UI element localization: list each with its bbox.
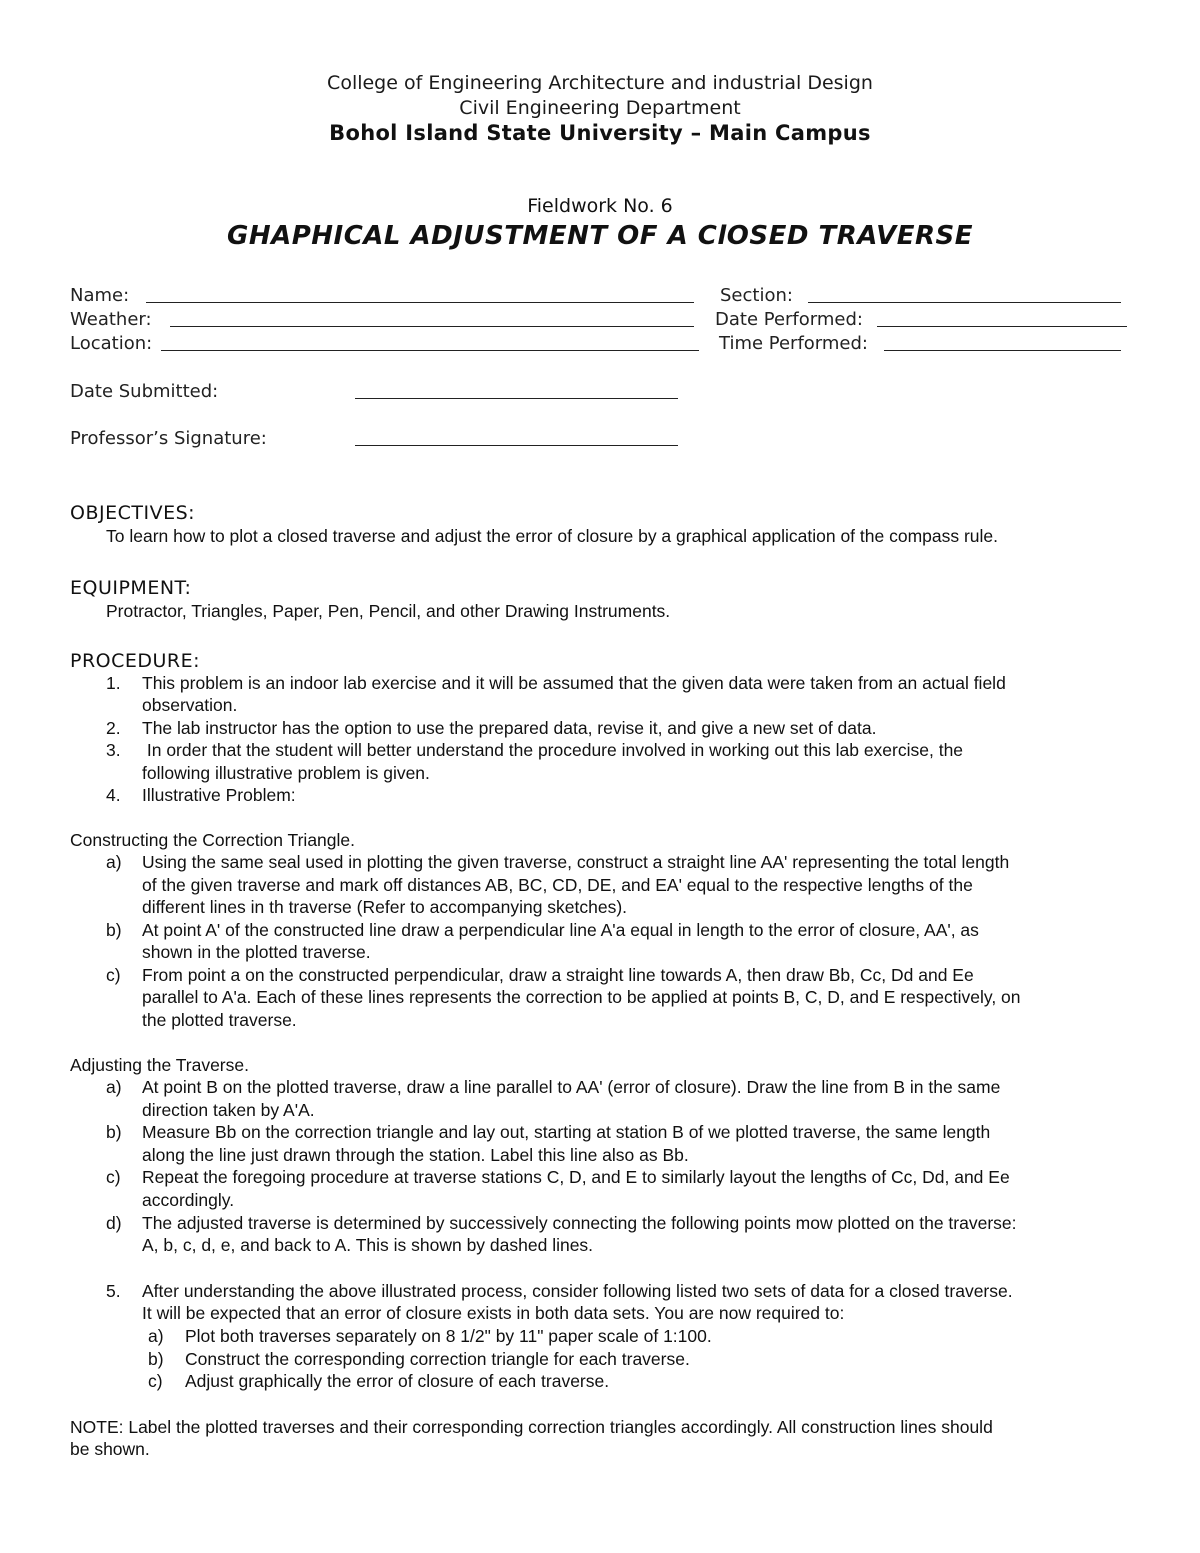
step-text: of the given traverse and mark off distances AB, BC, CD, DE, and EA' equal to the respective lengths of the [142,875,973,895]
step-text: Using the same seal used in plotting the given traverse, construct a straight line AA' representing the total length [142,852,1010,872]
adjusting-heading: Adjusting the Traverse. [70,1055,249,1075]
step-text: Construct the corresponding correction triangle for each traverse. [185,1349,690,1369]
step-text: direction taken by A'A. [142,1100,315,1120]
step-text: different lines in th traverse (Refer to accompanying sketches). [142,897,628,917]
step-label: c) [106,1167,121,1187]
step-label: b) [106,1122,122,1142]
step-text: shown in the plotted traverse. [142,942,371,962]
university-name: Bohol Island State University – Main Campus [329,121,871,145]
section-field[interactable] [808,302,1121,303]
college-name: College of Engineering Architecture and industrial Design [327,72,873,94]
section-label: Section: [720,285,793,306]
note-text: be shown. [70,1439,150,1459]
equipment-heading: EQUIPMENT: [70,577,192,599]
location-label: Location: [70,333,153,354]
procedure-item-text: observation. [142,695,238,715]
step-text: At point B on the plotted traverse, draw a line parallel to AA' (error of closure). Draw the line from B in the same [142,1077,1001,1097]
weather-field[interactable] [170,326,694,327]
page-title: GHAPHICAL ADJUSTMENT OF A ClOSED TRAVERSE [227,221,973,251]
procedure-item-number: 3. [106,740,121,760]
procedure-item-text: Illustrative Problem: [142,785,296,805]
step-text: accordingly. [142,1190,235,1210]
procedure-item-text: After understanding the above illustrated process, consider following listed two sets of data for a closed traverse. [142,1281,1013,1301]
procedure-item-number: 5. [106,1281,121,1301]
step-text: A, b, c, d, e, and back to A. This is shown by dashed lines. [142,1235,594,1255]
step-text: Adjust graphically the error of closure of each traverse. [185,1371,610,1391]
weather-label: Weather: [70,309,152,330]
step-text: At point A' of the constructed line draw a perpendicular line A'a equal in length to the error of closure, AA', as [142,920,979,940]
step-label: a) [106,852,122,872]
date-submitted-label: Date Submitted: [70,381,219,402]
name-field[interactable] [146,302,694,303]
department-name: Civil Engineering Department [459,97,741,119]
step-text: Measure Bb on the correction triangle and lay out, starting at station B of we plotted traverse, the same length [142,1122,991,1142]
step-label: c) [106,965,121,985]
step-text: Plot both traverses separately on 8 1/2" by 11" paper scale of 1:100. [185,1326,712,1346]
procedure-item-text: It will be expected that an error of closure exists in both data sets. You are now required to: [142,1303,845,1323]
professor-signature-field[interactable] [355,445,678,446]
step-label: b) [106,920,122,940]
correction-heading: Constructing the Correction Triangle. [70,830,355,850]
step-text: the plotted traverse. [142,1010,297,1030]
step-text: From point a on the constructed perpendicular, draw a straight line towards A, then draw Bb, Cc, Dd and Ee [142,965,974,985]
step-label: b) [148,1349,164,1369]
step-text: parallel to A'a. Each of these lines represents the correction to be applied at points B, C, D, and E respectively, on [142,987,1021,1007]
procedure-item-text: following illustrative problem is given. [142,763,430,783]
name-label: Name: [70,285,130,306]
procedure-heading: PROCEDURE: [70,650,201,672]
date-performed-label: Date Performed: [715,309,863,330]
objectives-text: To learn how to plot a closed traverse and adjust the error of closure by a graphical application of the compass rule. [106,526,999,546]
step-label: d) [106,1213,122,1233]
location-field[interactable] [161,350,699,351]
procedure-item-text: The lab instructor has the option to use the prepared data, revise it, and give a new set of data. [142,718,877,738]
time-performed-field[interactable] [884,350,1121,351]
fieldwork-number: Fieldwork No. 6 [527,195,673,217]
equipment-text: Protractor, Triangles, Paper, Pen, Pencil, and other Drawing Instruments. [106,601,671,621]
step-text: The adjusted traverse is determined by successively connecting the following points mow plotted on the traverse: [142,1213,1017,1233]
procedure-item-number: 2. [106,718,121,738]
step-label: a) [148,1326,164,1346]
procedure-item-text: In order that the student will better understand the procedure involved in working out this lab exercise, the [142,740,964,760]
step-label: a) [106,1077,122,1097]
step-label: c) [148,1371,163,1391]
note-text: NOTE: Label the plotted traverses and their corresponding correction triangles accordingly. All construction lines should [70,1417,993,1437]
objectives-heading: OBJECTIVES: [70,502,196,524]
professor-signature-label: Professor’s Signature: [70,428,267,449]
procedure-item-number: 4. [106,785,121,805]
step-text: along the line just drawn through the station. Label this line also as Bb. [142,1145,689,1165]
date-submitted-field[interactable] [355,398,678,399]
procedure-item-text: This problem is an indoor lab exercise and it will be assumed that the given data were taken from an actual field [142,673,1006,693]
step-text: Repeat the foregoing procedure at traverse stations C, D, and E to similarly layout the lengths of Cc, Dd, and Ee [142,1167,1010,1187]
date-performed-field[interactable] [877,326,1127,327]
time-performed-label: Time Performed: [719,333,868,354]
procedure-item-number: 1. [106,673,121,693]
